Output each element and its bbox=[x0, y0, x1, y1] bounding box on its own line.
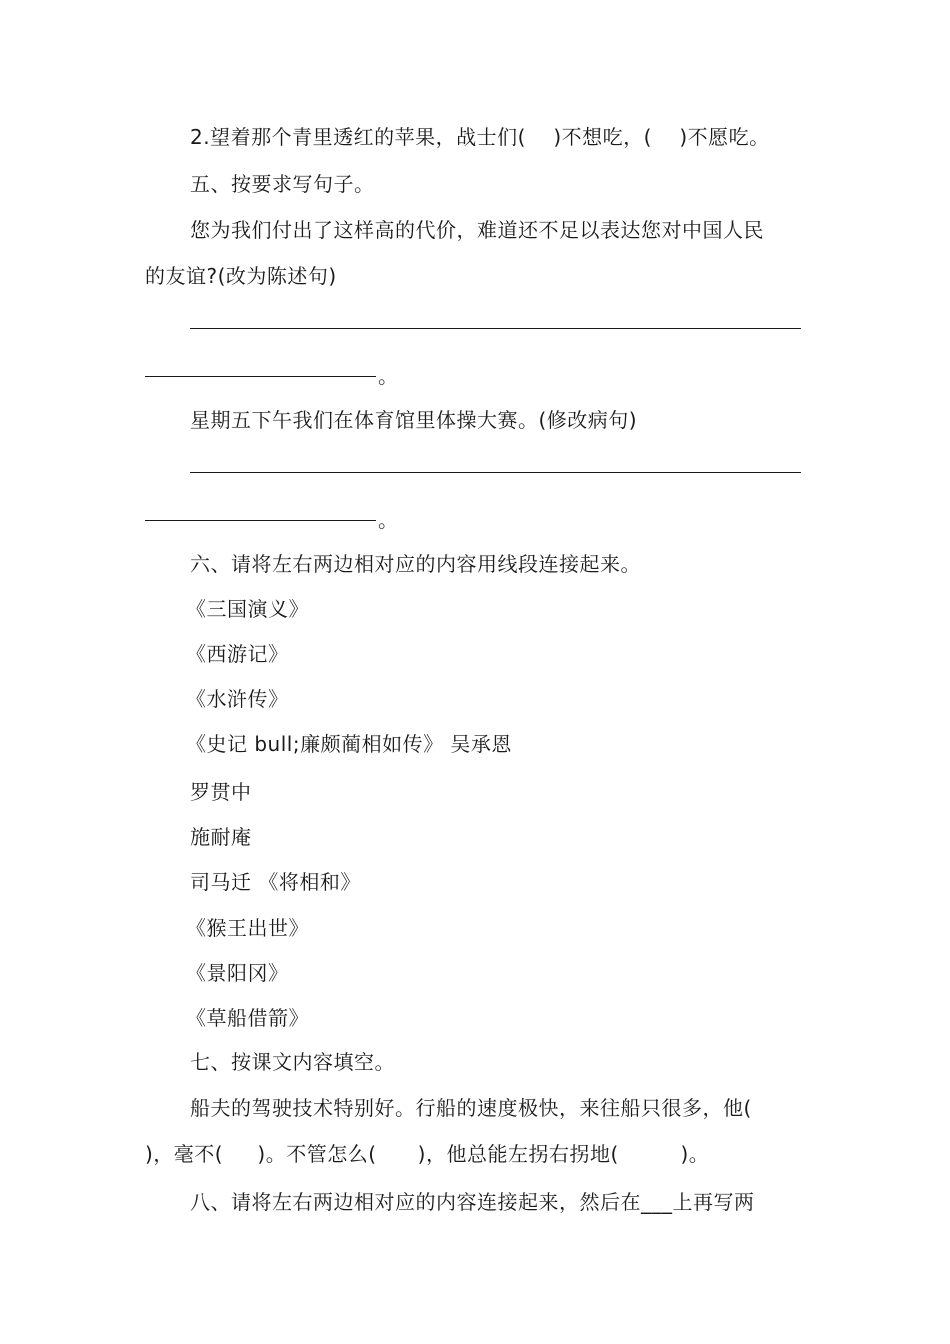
section-7-heading: 七、按课文内容填空。 bbox=[190, 1050, 395, 1074]
answer-blank-line bbox=[190, 472, 801, 473]
list-item: 《景阳冈》 bbox=[186, 961, 289, 985]
list-item: 《史记 bull;廉颇蔺相如传》 吴承恩 bbox=[186, 732, 512, 756]
list-item: 司马迁 《将相和》 bbox=[190, 870, 361, 894]
s7-line-2: )，毫不( )。不管怎么( )，他总能左拐右拐地( )。 bbox=[145, 1142, 710, 1166]
s5-sentence-1-line-2: 的友谊?(改为陈述句) bbox=[145, 264, 337, 288]
answer-period: 。 bbox=[378, 364, 399, 388]
section-8-heading: 八、请将左右两边相对应的内容连接起来，然后在___上再写两 bbox=[190, 1190, 755, 1214]
list-item: 罗贯中 bbox=[190, 780, 252, 804]
s5-sentence-1-line-1: 您为我们付出了这样高的代价，难道还不足以表达您对中国人民 bbox=[190, 218, 764, 242]
question-item-2: 2.望着那个青里透红的苹果，战士们( )不想吃，( )不愿吃。 bbox=[190, 125, 770, 149]
s7-line-1: 船夫的驾驶技术特别好。行船的速度极快，来往船只很多，他( bbox=[190, 1096, 752, 1120]
list-item: 施耐庵 bbox=[190, 825, 252, 849]
list-item: 《三国演义》 bbox=[186, 597, 309, 621]
section-6-heading: 六、请将左右两边相对应的内容用线段连接起来。 bbox=[190, 552, 641, 576]
list-item: 《草船借箭》 bbox=[186, 1006, 309, 1030]
answer-blank-line bbox=[190, 328, 801, 329]
section-5-heading: 五、按要求写句子。 bbox=[190, 172, 375, 196]
list-item: 《猴王出世》 bbox=[186, 916, 309, 940]
list-item: 《水浒传》 bbox=[186, 687, 289, 711]
answer-blank-line bbox=[145, 520, 376, 521]
list-item: 《西游记》 bbox=[186, 642, 289, 666]
s5-sentence-2: 星期五下午我们在体育馆里体操大赛。(修改病句) bbox=[190, 408, 638, 432]
answer-period: 。 bbox=[378, 508, 399, 532]
answer-blank-line bbox=[145, 376, 376, 377]
